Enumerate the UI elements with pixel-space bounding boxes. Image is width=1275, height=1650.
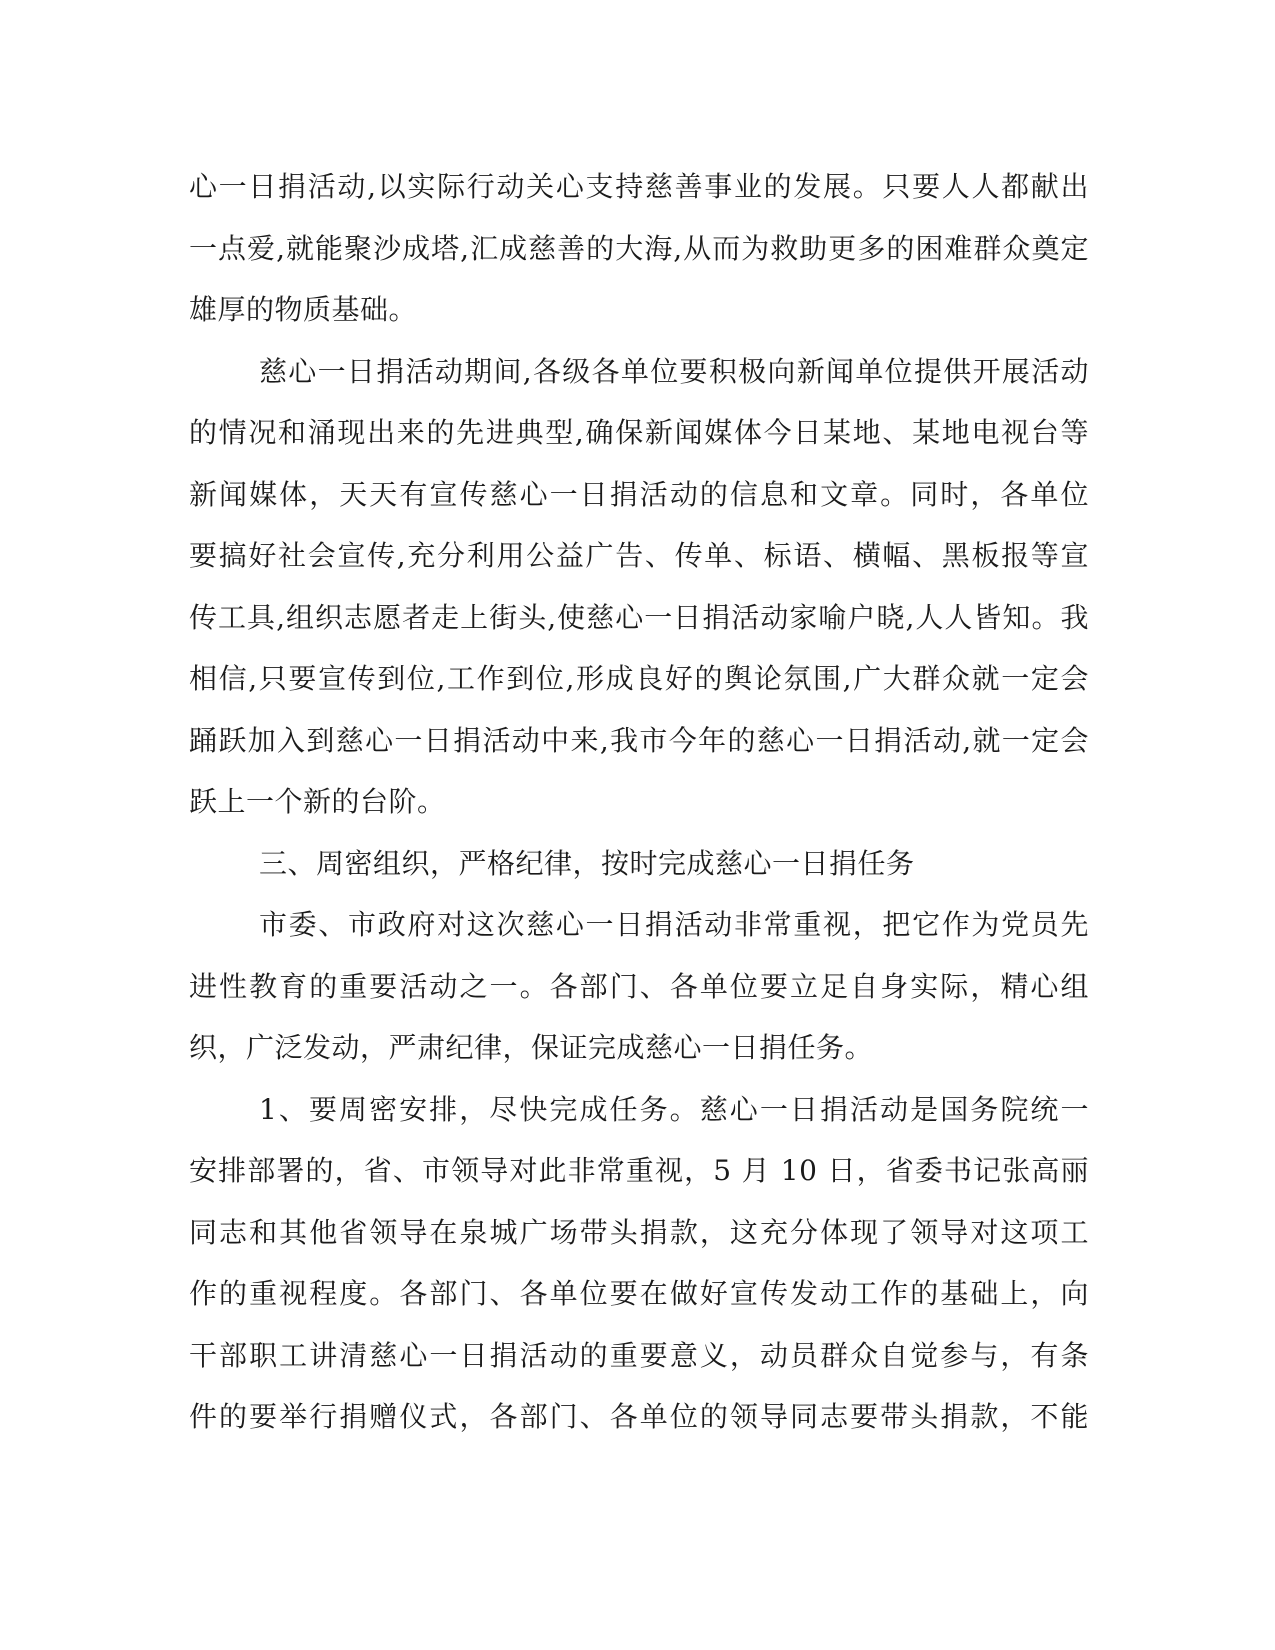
section-heading — [189, 833, 1089, 895]
text-line: 一点爱,就能聚沙成塔,汇成慈善的大海,从而为救助更多的困难群众奠定 — [189, 231, 1089, 265]
text-line: 跃上一个新的台阶。 — [189, 785, 446, 818]
text-line: 雄厚的物质基础。 — [189, 293, 418, 326]
text-line: 慈心一日捐活动期间,各级各单位要积极向新闻单位提供开展活动 — [259, 354, 1089, 388]
text-line: 织，广泛发动，严肃纪律，保证完成慈心一日捐任务。 — [189, 1031, 874, 1064]
text-line: 踊跃加入到慈心一日捐活动中来,我市今年的慈心一日捐活动,就一定会 — [189, 723, 1089, 757]
text-line: 件的要举行捐赠仪式，各部门、各单位的领导同志要带头捐款，不能 — [189, 1400, 1089, 1433]
section-title: 三、周密组织，严格纪律，按时完成慈心一日捐任务 — [259, 846, 915, 880]
text-line: 市委、市政府对这次慈心一日捐活动非常重视，把它作为党员先 — [259, 908, 1089, 941]
text-line: 1、要周密安排，尽快完成任务。慈心一日捐活动是国务院统一 — [259, 1092, 1089, 1126]
text-line: 进性教育的重要活动之一。各部门、各单位要立足自身实际，精心组 — [189, 969, 1089, 1003]
text-line: 的情况和涌现出来的先进典型,确保新闻媒体今日某地、某地电视台等 — [189, 416, 1089, 449]
paragraph-publicity — [189, 341, 1089, 833]
text-line: 安排部署的，省、市领导对此非常重视，5 月 10 日，省委书记张高丽 — [189, 1154, 1089, 1187]
text-line: 要搞好社会宣传,充分利用公益广告、传单、标语、横幅、黑板报等宣 — [189, 539, 1089, 572]
text-line: 传工具,组织志愿者走上街头,使慈心一日捐活动家喻户晓,人人皆知。我 — [189, 600, 1089, 634]
paragraph-item-1 — [189, 1079, 1089, 1448]
text-line: 干部职工讲清慈心一日捐活动的重要意义，动员群众自觉参与，有条 — [189, 1338, 1089, 1372]
paragraph-continuation — [189, 156, 1089, 341]
text-line: 新闻媒体，天天有宣传慈心一日捐活动的信息和文章。同时，各单位 — [189, 477, 1089, 511]
text-line: 心一日捐活动,以实际行动关心支持慈善事业的发展。只要人人都献出 — [189, 170, 1089, 203]
paragraph-organization — [189, 894, 1089, 1079]
document-body — [189, 156, 1089, 1448]
text-line: 相信,只要宣传到位,工作到位,形成良好的舆论氛围,广大群众就一定会 — [189, 662, 1089, 695]
text-line: 作的重视程度。各部门、各单位要在做好宣传发动工作的基础上，向 — [189, 1277, 1089, 1310]
text-line: 同志和其他省领导在泉城广场带头捐款，这充分体现了领导对这项工 — [189, 1215, 1089, 1249]
